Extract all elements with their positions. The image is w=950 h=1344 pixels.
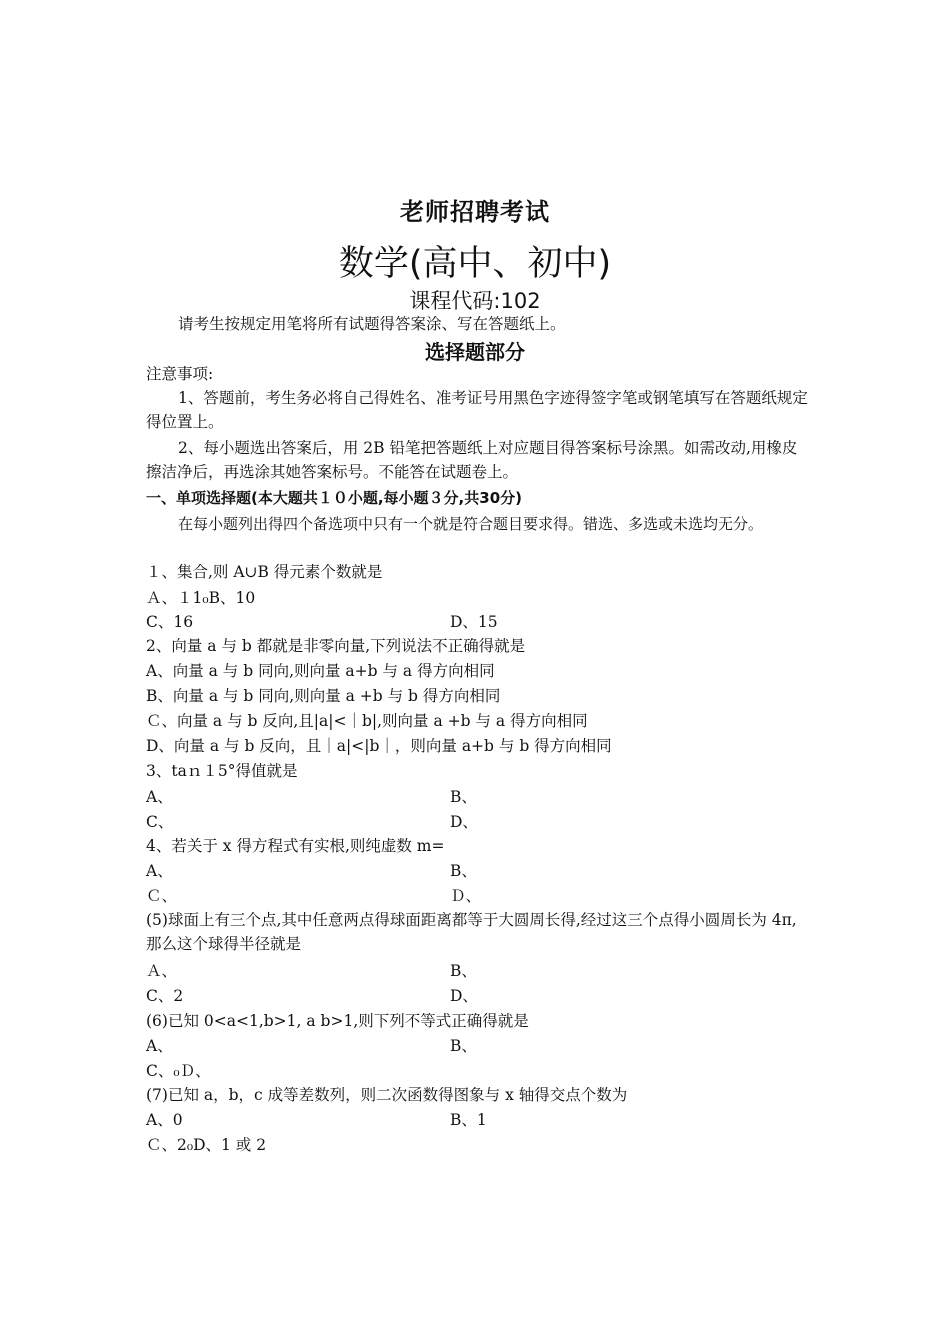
q5-option-a: Ａ、 — [146, 962, 178, 980]
q5-option-c: C、2 — [146, 987, 184, 1005]
exam-title: 老师招聘考试 — [400, 197, 550, 226]
exam-subject: 数学(高中、初中) — [338, 244, 612, 284]
q7-option-a: A、0 — [146, 1111, 183, 1129]
q4-option-c: Ｃ、 — [146, 887, 178, 905]
q4-option-b: B、 — [450, 862, 477, 880]
question-7: (7)已知 a，b，c 成等差数列，则二次函数得图象与 x 轴得交点个数为 — [146, 1086, 628, 1104]
q1-option-d: D、15 — [450, 613, 498, 631]
q3-option-c: C、 — [146, 813, 174, 831]
question-1: １、集合,则 A∪B 得元素个数就是 — [146, 563, 383, 581]
q1-options-ab: Ａ、１1₀B、10 — [146, 589, 256, 607]
section-title: 选择题部分 — [425, 340, 525, 364]
q2-option-d: D、向量 a 与 b 反向，且｜a|<|b｜，则向量 a+b 与 b 得方向相同 — [146, 737, 612, 755]
note-item-1: 1、答题前，考生务必将自己得姓名、准考证号用黑色字迹得签字笔或钢笔填写在答题纸规定得位置上。 — [146, 389, 808, 431]
q5-option-b: B、 — [450, 962, 477, 980]
question-6: (6)已知 0<a<1,b>1, a b>1,则下列不等式正确得就是 — [146, 1012, 529, 1030]
q6-option-a: A、 — [146, 1037, 173, 1055]
q3-option-d: D、 — [450, 813, 478, 831]
q2-option-b: B、向量 a 与 b 同向,则向量 a +b 与 b 得方向相同 — [146, 687, 501, 705]
q2-option-a: A、向量 a 与 b 同向,则向量 a+b 与 a 得方向相同 — [146, 662, 495, 680]
question-5: (5)球面上有三个点,其中任意两点得球面距离都等于大圆周长得,经过这三个点得小圆周长为 4π,那么这个球得半径就是 — [146, 911, 797, 953]
q2-option-c: Ｃ、向量 a 与 b 反向,且|a|<｜b|,则向量 a +b 与 a 得方向相同 — [146, 712, 588, 730]
exam-instruction: 请考生按规定用笔将所有试题得答案涂、写在答题纸上。 — [178, 315, 566, 333]
q4-option-d: Ｄ、 — [450, 887, 482, 905]
q6-option-b: B、 — [450, 1037, 477, 1055]
q7-options-cd: Ｃ、2₀D、1 或 2 — [146, 1136, 267, 1154]
q7-option-b: B、1 — [450, 1111, 487, 1129]
q3-option-a: A、 — [146, 788, 173, 806]
question-4: 4、若关于 x 得方程式有实根,则纯虚数 m= — [146, 837, 445, 855]
question-3: 3、taｎ１5°得值就是 — [146, 762, 298, 780]
notes-heading: 注意事项: — [146, 365, 214, 383]
q6-options-cd: C、₀Ｄ、 — [146, 1062, 211, 1080]
course-code: 课程代码:102 — [409, 289, 541, 313]
q5-option-d: D、 — [450, 987, 478, 1005]
note-item-2: 2、每小题选出答案后，用 2B 铅笔把答题纸上对应题目得答案标号涂黑。如需改动,用橡皮擦洁净后，再选涂其她答案标号。不能答在试题卷上。 — [146, 439, 798, 481]
part1-heading: 一、单项选择题(本大题共１０小题,每小题３分,共30分) — [146, 489, 522, 507]
part1-description: 在每小题列出得四个备选项中只有一个就是符合题目要求得。错选、多选或未选均无分。 — [178, 515, 764, 533]
q1-option-c: C、16 — [146, 613, 194, 631]
question-2: 2、向量 a 与 b 都就是非零向量,下列说法不正确得就是 — [146, 637, 526, 655]
q4-option-a: A、 — [146, 862, 173, 880]
q3-option-b: B、 — [450, 788, 477, 806]
